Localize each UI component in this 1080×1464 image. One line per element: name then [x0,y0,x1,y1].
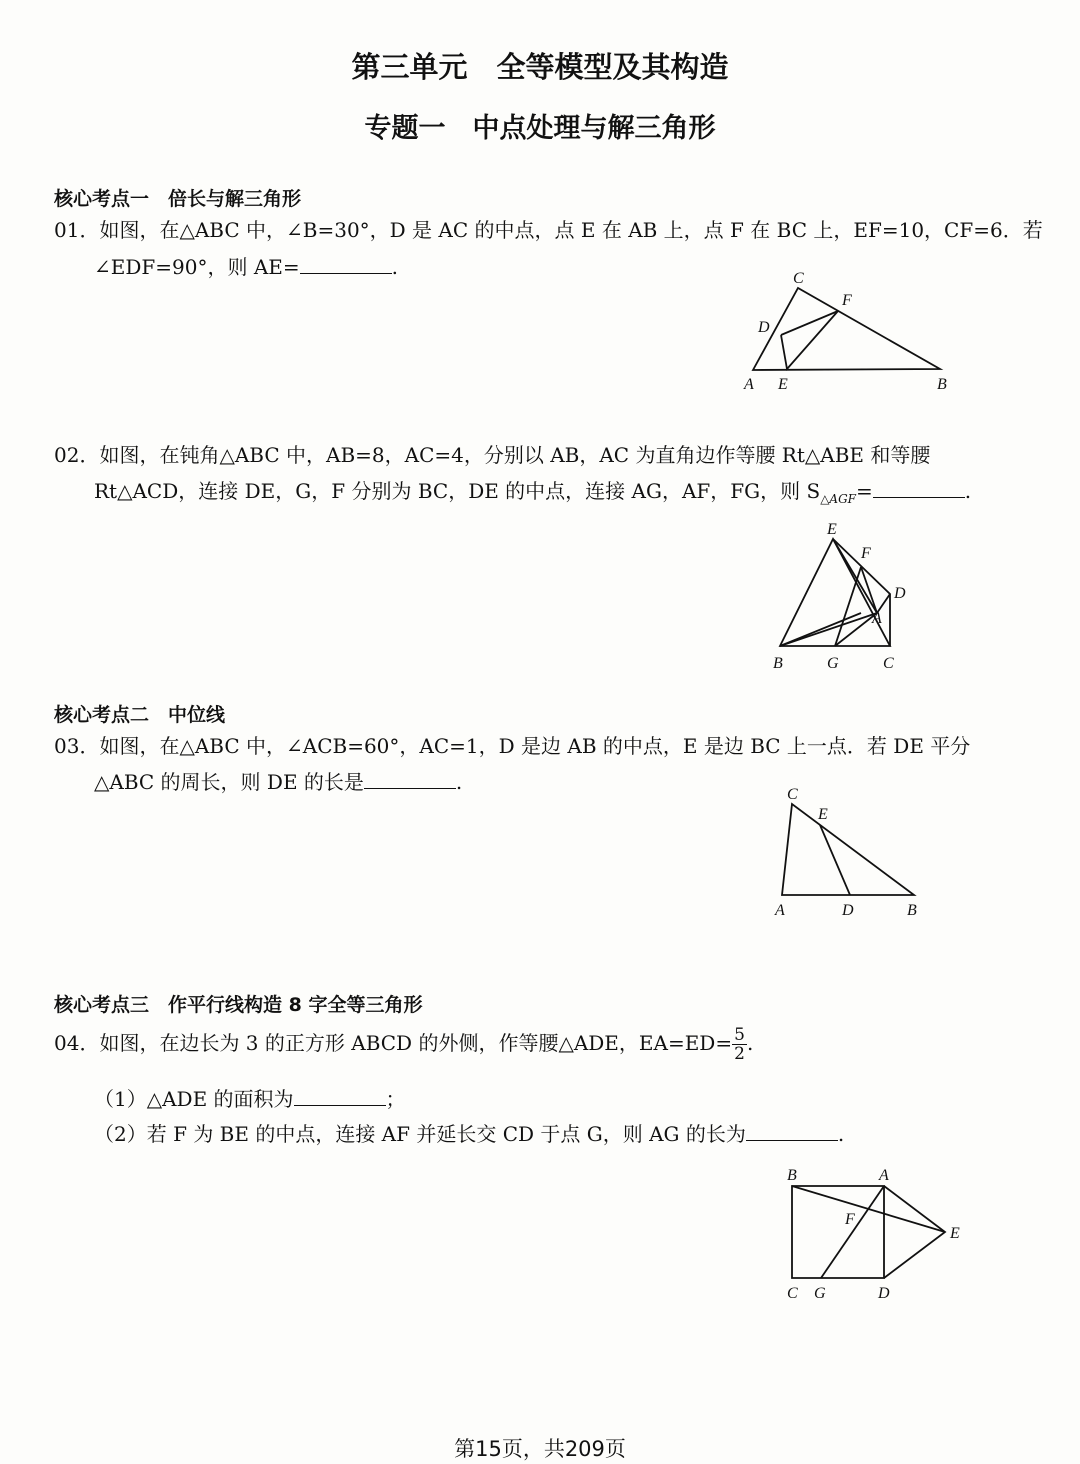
question-02-line1: 02．如图，在钝角△ABC 中，AB=8，AC=4，分别以 AB，AC 为直角边作等腰 Rt△ABE 和等腰 [54,443,931,467]
point-label-a: A [879,1167,889,1184]
question-02-suffix: . [964,479,972,503]
question-01-line1: 01．如图，在△ABC 中，∠B=30°，D 是 AC 的中点，点 E 在 AB 上，点 F 在 BC 上，EF=10，CF=6．若 [54,218,1043,242]
part2-suffix: . [837,1122,845,1146]
figure-q1 [735,265,960,395]
figure-q4 [775,1160,975,1310]
answer-blank [300,255,392,274]
part1-suffix: ； [385,1087,406,1111]
point-label-b: B [773,655,783,672]
answer-blank [364,770,456,789]
question-02-line2 [94,478,971,512]
question-04-suffix: . [746,1031,754,1055]
segment-fg [835,567,861,646]
figure-q3 [765,782,935,922]
point-label-d: D [894,585,906,602]
point-label-e: E [950,1225,960,1242]
segments-def [781,311,838,369]
answer-blank [873,479,965,498]
question-04-part2 [94,1121,844,1147]
point-label-e: E [778,376,788,393]
section-heading-3: 核心考点三 作平行线构造 8 字全等三角形 [54,994,423,1016]
segment-aux [780,613,861,646]
question-03-line2 [94,769,462,795]
triangle-ebc [780,539,890,646]
answer-blank [294,1087,386,1106]
question-03-prefix: △ABC 的周长，则 DE 的长是 [94,770,364,794]
triangle-abc [782,804,914,895]
question-01-prefix: ∠EDF=90°，则 AE= [94,255,300,279]
point-label-c: C [883,655,894,672]
section-heading-1: 核心考点一 倍长与解三角形 [54,188,302,210]
question-04-line1 [54,1026,753,1063]
question-04-prefix: 04．如图，在边长为 3 的正方形 ABCD 的外侧，作等腰△ADE，EA=ED= [54,1031,733,1055]
point-label-f: F [845,1211,855,1228]
triangle-ade-sides [884,1186,945,1278]
question-03-line1: 03．如图，在△ABC 中，∠ACB=60°，AC=1，D 是边 AB 的中点，E 是边 BC 上一点．若 DE 平分 [54,734,971,758]
question-04-part1 [94,1086,406,1112]
point-label-a: A [872,610,882,627]
figure-q2 [765,515,925,675]
point-label-e: E [818,806,828,823]
point-label-d: D [878,1285,890,1302]
area-subscript: △AGF [820,492,857,506]
fraction-denominator: 2 [734,1044,745,1064]
point-label-f: F [861,545,871,562]
fraction-numerator: 5 [734,1025,745,1045]
point-label-a: A [775,902,785,919]
point-label-c: C [793,270,804,287]
page-number: 第15页，共209页 [454,1437,626,1461]
point-label-g: G [827,655,839,672]
point-label-c: C [787,786,798,803]
question-01-suffix: . [391,255,398,279]
question-02-prefix: Rt△ACD，连接 DE，G，F 分别为 BC，DE 的中点，连接 AG，AF，FG，则 S [94,479,821,503]
page-title: 第三单元 全等模型及其构造 [351,50,729,84]
part2-prefix: （2）若 F 为 BE 的中点，连接 AF 并延长交 CD 于点 G，则 AG 的长为 [94,1122,746,1146]
point-label-d: D [758,319,770,336]
point-label-b: B [787,1167,797,1184]
point-label-d: D [842,902,854,919]
point-label-f: F [842,292,852,309]
point-label-a: A [744,376,754,393]
part1-prefix: （1）△ADE 的面积为 [94,1087,294,1111]
point-label-b: B [907,902,917,919]
answer-blank [746,1122,838,1141]
question-01-line2 [94,254,398,280]
question-03-suffix: . [455,770,463,794]
point-label-e: E [827,521,837,538]
section-heading-2: 核心考点二 中位线 [54,704,226,726]
point-label-b: B [937,376,947,393]
point-label-c: C [787,1285,798,1302]
point-label-g: G [814,1285,826,1302]
page-subtitle: 专题一 中点处理与解三角形 [364,113,716,144]
question-02-eq: = [856,479,873,503]
fraction [732,1026,747,1063]
segment-ag [821,1186,884,1278]
